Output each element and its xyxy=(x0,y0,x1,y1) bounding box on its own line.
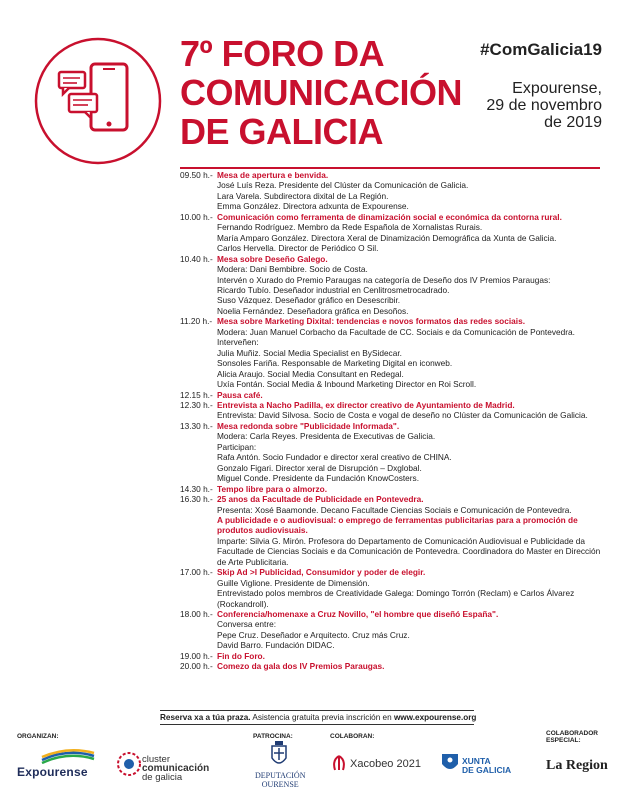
program-item xyxy=(180,316,610,389)
program-line: Miguel Conde. Presidente da Fundación KnowCosters. xyxy=(217,473,420,484)
program-list xyxy=(180,170,610,672)
program-time: 17.00 h.- xyxy=(180,567,213,578)
cluster-dots-icon xyxy=(117,752,141,776)
program-line: Imparte: Silvia G. Mirón. Profesora do Departamento de Comunicación Audiovisual e Publicidade da Facultade de Ciencias Sociais e da Comunicación de Pontevedra. Coordinadora do Master en Dirección de Arte Publicitaria. xyxy=(217,535,601,567)
program-line: Conversa entre: xyxy=(217,619,277,630)
program-body xyxy=(217,661,610,671)
xacobeo-logo: Xacobeo 2021 xyxy=(350,758,421,770)
program-line: Intervén o Xurado do Premio Paraugas na categoría de Deseño dos IV Premios Paraugas: xyxy=(217,274,551,285)
program-time: 18.00 h.- xyxy=(180,609,213,620)
xunta-line-2: DE GALICIA xyxy=(462,765,512,775)
program-line: Modera: Dani Bembibre. Socio de Costa. xyxy=(217,264,368,275)
expourense-logo: Expourense xyxy=(17,765,88,779)
program-title: Pausa café. xyxy=(217,389,263,400)
program-time: 09.50 h.- xyxy=(180,170,213,180)
program-title: Comunicación como ferramenta de dinamización social e económica da contorna rural. xyxy=(217,211,562,222)
program-line: Rafa Antón. Socio Fundador e director xeral creativo de CHINA. xyxy=(217,452,452,463)
program-item xyxy=(180,661,610,671)
program-line: Entrevista: David Silvosa. Socio de Costa e vogal de deseño no Clúster da Comunicación de Galicia. xyxy=(217,410,588,421)
colaborador-label xyxy=(546,730,598,744)
program-line: Noelia Fernández. Deseñadora gráfica en Desoños. xyxy=(217,305,409,316)
title-line-2: COMUNICACIÓN xyxy=(180,72,462,113)
program-body xyxy=(217,390,610,400)
cluster-line-1: cluster xyxy=(142,754,170,765)
program-item xyxy=(180,421,610,484)
program-title: Fin do Foro. xyxy=(217,650,265,661)
date-line-2: de 2019 xyxy=(544,114,602,131)
program-body xyxy=(217,421,610,484)
program-body xyxy=(217,567,610,609)
program-line: Modera: Juan Manuel Corbacho da Facultade de CC. Sociais e da Comunicación de Pontevedra. xyxy=(217,326,575,337)
program-title: 25 anos da Facultade de Publicidade en Pontevedra. xyxy=(217,494,424,505)
program-time: 12.30 h.- xyxy=(180,399,213,410)
date-line-1: 29 de novembro xyxy=(486,97,602,114)
program-time: 10.40 h.- xyxy=(180,253,213,264)
program-line: David Barro. Fundación DIDAC. xyxy=(217,640,335,651)
program-title: Mesa sobre Deseño Galego. xyxy=(217,253,328,264)
colaboran-label: COLABORAN: xyxy=(330,733,375,740)
program-title: Tempo libre para o almorzo. xyxy=(217,483,328,494)
deputacion-line-1: DEPUTACIÓN xyxy=(255,771,306,780)
xunta-shield-icon xyxy=(440,752,460,774)
program-line: Modera: Carla Reyes. Presidenta de Executivas de Galicia. xyxy=(217,431,436,442)
program-line: Presenta: Xosé Baamonde. Decano Facultade Ciencias Sociais e Comunicación de Pontevedra. xyxy=(217,504,572,515)
program-item xyxy=(180,212,610,254)
program-item xyxy=(180,400,610,421)
program-line: Pepe Cruz. Deseñador e Arquitecto. Cruz más Cruz. xyxy=(217,629,410,640)
program-body xyxy=(217,254,610,317)
program-line: Fernando Rodríguez. Membro da Rede Española de Xornalistas Rurais. xyxy=(217,222,483,233)
organizan-label: ORGANIZAN: xyxy=(17,733,59,740)
forum-logo xyxy=(33,36,163,166)
program-time: 16.30 h.- xyxy=(180,494,213,505)
reserve-text: Asistencia gratuita previa inscrición en xyxy=(250,713,394,722)
program-line: Guille Viglione. Presidente de Dimensión. xyxy=(217,577,370,588)
program-item xyxy=(180,390,610,400)
event-title xyxy=(180,34,462,151)
program-line: Participan: xyxy=(217,441,257,452)
program-time: 20.00 h.- xyxy=(180,661,213,672)
cluster-logo xyxy=(142,755,209,782)
reserve-banner xyxy=(160,710,477,725)
xacobeo-shell-icon xyxy=(330,754,348,772)
program-line: Carlos Hervella. Director de Periódico O Sil. xyxy=(217,243,379,254)
program-time: 10.00 h.- xyxy=(180,211,213,222)
program-time: 14.30 h.- xyxy=(180,483,213,494)
program-line: Suso Vázquez. Deseñador gráfico en Desescribir. xyxy=(217,295,401,306)
program-body xyxy=(217,651,610,661)
deputacion-logo xyxy=(255,771,305,789)
program-line: Sonsoles Fariña. Responsable de Marketing Digital en iconweb. xyxy=(217,358,453,369)
title-line-1: 7º FORO DA xyxy=(180,33,385,74)
patrocina-label: PATROCINA: xyxy=(253,733,293,740)
program-title: Comezo da gala dos IV Premios Paraugas. xyxy=(217,661,385,672)
program-body xyxy=(217,494,610,567)
program-body xyxy=(217,212,610,254)
program-line: María Amparo González. Directora Xeral de Dinamización Demográfica da Xunta de Galicia. xyxy=(217,232,557,243)
program-body xyxy=(217,170,610,212)
hashtag: #ComGalicia19 xyxy=(480,40,602,59)
program-item xyxy=(180,484,610,494)
program-time: 13.30 h.- xyxy=(180,420,213,431)
program-item xyxy=(180,651,610,661)
cluster-line-2: comunicación xyxy=(142,763,210,774)
la-region-logo: La Region xyxy=(546,758,608,773)
divider xyxy=(180,167,600,169)
program-line: Entrevistado polos membros de Creatividade Galega: Domingo Torrón (Reclam) e Carlos Álvarez (Rockandroll). xyxy=(217,588,575,609)
program-body xyxy=(217,400,610,421)
program-title: Conferencia/homenaxe a Cruz Novillo, "el hombre que diseñó España". xyxy=(217,609,499,620)
deputacion-line-2: OURENSE xyxy=(261,780,299,789)
title-line-3: DE GALICIA xyxy=(180,111,384,152)
program-item xyxy=(180,254,610,317)
venue: Expourense, xyxy=(512,80,602,97)
program-line: Emma González. Directora adxunta de Expourense. xyxy=(217,201,409,212)
program-subtitle: A publicidade e o audiovisual: o emprego de ferramentas publicitarias para a promoción de produtos audiovisuais. xyxy=(217,514,578,536)
program-line: Uxía Fontán. Social Media & Inbound Marketing Director en Roi Scroll. xyxy=(217,379,477,390)
program-item xyxy=(180,567,610,609)
cluster-line-3: de galicia xyxy=(142,772,183,783)
reserve-link[interactable]: www.expourense.org xyxy=(393,713,477,722)
program-title: Mesa redonda sobre "Publicidade Informada". xyxy=(217,420,400,431)
program-title: Mesa sobre Marketing Dixital: tendencias e novos formatos das redes sociais. xyxy=(217,316,526,327)
xunta-logo xyxy=(462,757,511,775)
coat-of-arms-icon xyxy=(268,740,290,770)
program-body xyxy=(217,316,610,389)
program-line: Ricardo Tubío. Deseñador industrial en Cenlitrosmetrocadrado. xyxy=(217,284,450,295)
program-time: 11.20 h.- xyxy=(180,316,213,327)
xunta-line-1: XUNTA xyxy=(462,756,491,766)
program-item xyxy=(180,609,610,651)
program-item xyxy=(180,494,610,567)
program-title: Mesa de apertura e benvida. xyxy=(217,170,329,180)
program-time: 12.15 h.- xyxy=(180,389,213,400)
colaborador-label-1: COLABORADOR xyxy=(546,730,598,737)
program-line: Gonzalo Figari. Director xeral de Disrupción – Dxglobal. xyxy=(217,462,422,473)
program-title: Entrevista a Nacho Padilla, ex director creativo de Ayuntamiento de Madrid. xyxy=(217,399,515,410)
expourense-stripes-icon xyxy=(40,748,96,764)
program-body xyxy=(217,609,610,651)
program-time: 19.00 h.- xyxy=(180,650,213,661)
colaborador-label-2: ESPECIAL: xyxy=(546,737,581,744)
program-line: Interveñen: xyxy=(217,337,259,348)
venue-date xyxy=(486,80,602,131)
phone-chat-icon xyxy=(33,36,163,166)
program-title: Skip Ad >I Publicidad, Consumidor y poder de elegir. xyxy=(217,567,426,578)
program-line: Julia Muñiz. Social Media Specialist en BySidecar. xyxy=(217,347,402,358)
program-body xyxy=(217,484,610,494)
program-item xyxy=(180,170,610,212)
reserve-bold: Reserva xa a túa praza. xyxy=(160,713,251,722)
program-line: Lara Varela. Subdirectora dixital de La Región. xyxy=(217,190,389,201)
program-line: Alicia Araujo. Social Media Consultant en Redegal. xyxy=(217,368,404,379)
program-line: José Luís Reza. Presidente del Clúster da Comunicación de Galicia. xyxy=(217,180,469,191)
